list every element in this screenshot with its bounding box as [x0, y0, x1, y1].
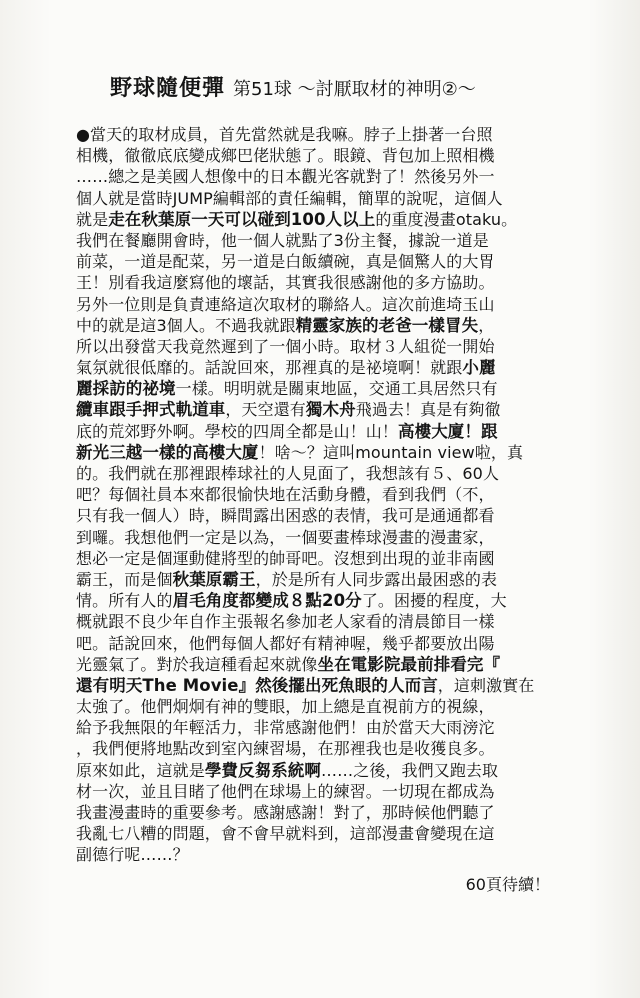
text-line — [76, 145, 586, 166]
text-segment: 底的荒郊野外啊。學校的四周全都是山！山！ — [76, 421, 399, 441]
text-segment: ……之後，我們又跑去取 — [321, 760, 499, 780]
text-line — [76, 696, 586, 717]
text-segment: 到囉。我想他們一定是以為，一個要畫棒球漫畫的漫畫家， — [76, 527, 495, 547]
text-line — [76, 315, 586, 336]
text-segment: 一樣。明明就是關東地區，交通工具居然只有 — [175, 379, 498, 399]
text-line — [76, 484, 586, 505]
bold-text: 眉毛角度都變成８點20分 — [172, 591, 362, 611]
text-segment: ，這刺激實在 — [437, 675, 535, 695]
text-segment: ，於是所有人同步露出最困惑的表 — [255, 569, 498, 589]
bold-text: 坐在電影院最前排看完『 — [317, 654, 501, 674]
text-segment: 原來如此，這就是 — [76, 760, 205, 780]
bold-text: 走在秋葉原一天可以碰到100人以上 — [108, 209, 376, 229]
text-line — [76, 399, 586, 420]
column-title-main: 野球隨便彈 — [110, 75, 226, 101]
text-line — [76, 230, 586, 251]
text-segment: 只有我一個人）時，瞬間露出困惑的表情，我可是通通都看 — [76, 506, 495, 526]
text-segment: 我亂七八糟的問題，會不會早就料到，這部漫畫會變現在這 — [76, 824, 495, 844]
text-line — [76, 166, 586, 187]
text-segment: 太強了。他們炯炯有神的雙眼，加上總是直視前方的視線， — [76, 697, 495, 717]
text-segment: 概就跟不良少年自作主張報名參加老人家看的清晨節目一樣 — [76, 612, 495, 632]
text-line — [76, 844, 586, 865]
bold-text: 獨木舟 — [305, 400, 356, 420]
text-segment: ， — [478, 315, 495, 335]
bold-text: 還有明天The Movie』然後擺出死魚眼的人而言 — [76, 675, 438, 695]
continued-note: 60頁待續！ — [465, 875, 550, 894]
text-segment: 所以出發當天我竟然遲到了一個小時。取材３人組從一開始 — [76, 336, 495, 356]
bold-text: 學費反芻系統啊 — [204, 760, 322, 780]
text-segment: 王！別看我這麼寫他的壞話，其實我很感謝他的多方協助。 — [76, 273, 495, 293]
bold-text: 精靈家族的老爸一樣冒失 — [295, 315, 479, 335]
text-line — [76, 675, 586, 696]
text-line — [76, 442, 586, 463]
text-segment: 相機，徹徹底底變成鄉巴佬狀態了。眼鏡、背包加上照相機 — [76, 146, 495, 166]
column-title — [110, 74, 580, 104]
text-segment: ，我們便將地點改到室內練習場，在那裡我也是收獲良多。 — [76, 739, 495, 759]
text-line — [76, 188, 586, 209]
text-segment: 我們在餐廳開會時，他一個人就點了3份主餐，據說一道是 — [76, 230, 489, 250]
text-segment: 材一次，並且目睹了他們在球場上的練習。一切現在都成為 — [76, 781, 495, 801]
text-line — [76, 505, 586, 526]
text-line — [76, 548, 586, 569]
column-body — [76, 124, 586, 866]
text-segment: 另外一位則是負責連絡這次取材的聯絡人。這次前進埼玉山 — [76, 294, 495, 314]
bold-text: 小麗 — [462, 358, 496, 378]
text-segment: 中的就是這3個人。不過我就跟 — [76, 315, 296, 335]
text-segment: 前菜，一道是配菜，另一道是白飯續碗，真是個驚人的大胃 — [76, 252, 495, 272]
text-segment: 氣氛就很低靡的。話說回來，那裡真的是祕境啊！就跟 — [76, 358, 463, 378]
text-line — [76, 209, 586, 230]
text-segment: 想必一定是個運動健將型的帥哥吧。沒想到出現的並非南國 — [76, 548, 495, 568]
text-segment: 的重度漫畫otaku。 — [375, 209, 518, 229]
text-segment: ，天空還有 — [225, 400, 306, 420]
text-line — [76, 823, 586, 844]
bold-text: 高樓大廈！跟 — [398, 421, 498, 441]
text-line — [76, 272, 586, 293]
text-segment: 我畫漫畫時的重要參考。感謝感謝！對了，那時候他們聽了 — [76, 803, 495, 822]
text-segment: ●當天的取材成員，首先當然就是我嘛。脖子上掛著一台照 — [76, 125, 493, 144]
column-title-sub: 第51球 ～討厭取材的神明②～ — [233, 79, 476, 100]
text-segment: 吧？每個社員本來都很愉快地在活動身體，看到我們（不， — [76, 485, 495, 505]
text-segment: 副德行呢……？ — [76, 845, 189, 865]
text-segment: ！啥～？這叫mountain view啦，真 — [258, 442, 524, 462]
text-line — [76, 590, 586, 611]
text-line — [76, 654, 586, 675]
text-segment: 就是 — [76, 209, 109, 229]
text-line — [76, 611, 586, 632]
text-line — [76, 633, 586, 654]
bold-text: 新光三越一樣的高樓大廈 — [76, 442, 259, 462]
text-line — [76, 717, 586, 738]
text-line — [76, 378, 586, 399]
text-segment: 光靈氣了。對於我這種看起來就像 — [76, 654, 318, 674]
text-segment: 了。困擾的程度，大 — [361, 591, 507, 611]
text-segment: 飛過去！真是有夠徹 — [355, 400, 501, 420]
text-line — [76, 802, 586, 823]
bold-text: 秋葉原霸王 — [172, 569, 256, 589]
text-line — [76, 124, 586, 145]
text-line — [76, 760, 586, 781]
bold-text: 纜車跟手押式軌道車 — [76, 400, 226, 420]
text-line — [76, 357, 586, 378]
bold-text: 麗採訪的祕境 — [76, 379, 176, 399]
text-line — [76, 421, 586, 442]
text-line — [76, 738, 586, 759]
text-segment: 情。所有人的 — [76, 591, 173, 611]
text-line — [76, 527, 586, 548]
text-segment: 個人就是當時JUMP編輯部的責任編輯，簡單的說呢，這個人 — [76, 188, 503, 208]
text-line — [76, 463, 586, 484]
text-segment: 給予我無限的年輕活力，非常感謝他們！由於當天大雨滂沱 — [76, 718, 495, 738]
text-line — [76, 251, 586, 272]
text-segment: ……總之是美國人想像中的日本觀光客就對了！然後另外一 — [76, 167, 495, 187]
text-line — [76, 569, 586, 590]
text-line — [76, 294, 586, 315]
text-segment: 的。我們就在那裡跟棒球社的人見面了，我想該有５、60人 — [76, 464, 500, 483]
text-segment: 霸王，而是個 — [76, 569, 173, 589]
text-segment: 吧。話說回來，他們每個人都好有精神喔，幾乎都要放出陽 — [76, 633, 495, 653]
text-line — [76, 781, 586, 802]
text-line — [76, 336, 586, 357]
